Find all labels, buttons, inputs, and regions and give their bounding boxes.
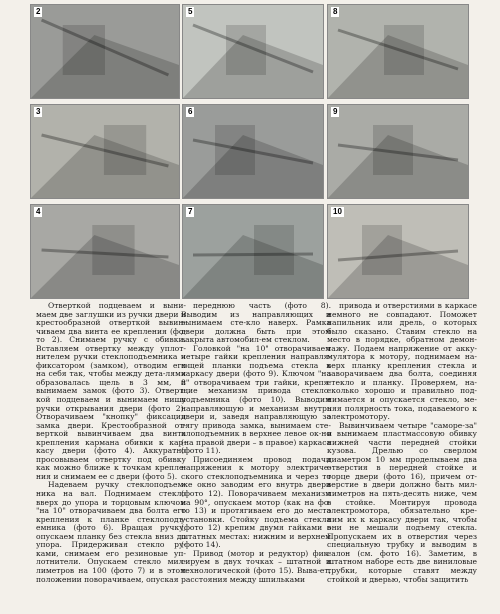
photo-6: [182, 104, 324, 199]
photo-number: 7: [188, 207, 193, 216]
paragraph: Головкой "на 10" отворачиваем четыре гайки крепления направля-ющей планки подъема стекла к каркасу двери (фото 9). Ключом "на 8" отворачиваем три гайки, крепя-щие механизм привода стекло-подъемника (фото 10). Выводим направляющую и механизм внутрь двери и, заведя направляющую за тягу привода замка, вынимаем сте-клоподъемник в верхнее левое ок-но (на правой двери – в правое) каркаса (фото 11).: [181, 343, 331, 456]
photo-10: [327, 204, 469, 299]
text-column-1: [36, 302, 186, 612]
photo-number: 5: [188, 7, 193, 16]
photo-image: [328, 205, 468, 298]
photo-number: 9: [333, 107, 338, 116]
photo-image: [31, 205, 179, 298]
photo-number: 3: [36, 107, 41, 116]
photo-7: [182, 204, 324, 299]
photo-image: [183, 105, 323, 198]
text-column-3: [327, 302, 477, 612]
paragraph: Присоединяем провод подачи напряжения к мотору электриче-ского стеклоподъемника и через то же окно заводим его внутрь двери (фото 12). Поворачиваем механизм на 90°, опускаем мотор (как на фо-то 13) и протягиваем его до места установки. Стойку подъема стекла (фото 12) крепим двумя гайками в штатных местах: нижним и верхнем (фото 14).: [181, 454, 331, 550]
photo-number: 10: [333, 207, 342, 216]
photo-image: [31, 5, 179, 98]
photo-9: [327, 104, 469, 199]
photo-3: [30, 104, 180, 199]
paragraph: переднюю часть (фото 8). Выводим из направляющих и вынимаем сте-кло наверх. Рамка двери должна быть при этом закрыта автомобил-ем стеклом.: [181, 302, 331, 345]
photo-number: 8: [333, 7, 338, 16]
paragraph: Привод (мотор и редуктор) фик-сируем в двух точках – штатной и технологической (фото 15). Выва-ет, расстояния между шпильками: [181, 548, 331, 584]
text-column-2: [181, 302, 331, 612]
photo-number: 4: [36, 207, 41, 216]
paragraph: Отверткой подцеваем и выни-маем две заглушки из ручки двери и крестообразной отверткой вывин-чиваем два винта ее крепления (фо-то 2). Снимаем ручку с обивки. Вставляем отвертку между уплот-нителем ручки стеклоподъемника и фиксатором (замком), отводим его на себя так, чтобы между дета-лями образовалась щель в 3 мм, и вынимаем замок (фото 3). Отверт-кой подцеваем и вынимаем нишу ручки открывания двери (фото 2). Отворачиваем "кнопку" фиксации замка двери. Крестообразной от-верткой вывинчиваем два винта крепления кармана обивки к кар-касу двери (фото 4). Аккуратно просовываем отвертку под обивку как можно ближе к точкам крепле-ния и снимаем ее с двери (фото 5).: [36, 302, 186, 481]
photo-image: [183, 205, 323, 298]
photo-4: [30, 204, 180, 299]
photo-2: [30, 4, 180, 99]
photo-number: 6: [188, 107, 193, 116]
photo-image: [183, 5, 323, 98]
photo-image: [328, 105, 468, 198]
paragraph: Надеваем ручку стеклоподъем-ника на вал. Поднимаем стекло вверх до упора и торцовым ключом "на 10" отворачиваем два болта его крепления к планке стеклоподъ-емника (фото 6). Вращая ручку, опускаем планку без стекла вниз до упора. Придерживая стекло ру-ками, снимаем его резиновые уп-лотнители. Опускаем стекло мил-лиметров на 100 (фото 7) и в этом положении поворачиваем, опуская: [36, 480, 186, 584]
paragraph: Вывинчиваем четыре "саморе-за" и вынимаем пластмассовую обивку нижней части передней стойки кузова. Дрелью со сверлом диаметром 10 мм проделываем два отверстия в передней стойке и торце двери (фото 16), причем от-верстие в двери должно быть мил-лиметров на пять-десять ниже, чем в стойке. Монтируя провода электромотора, обязательно кре-пим их к каркасу двери так, чтобы они не мешали подъему стекла. Пропускаем их в отверстия через специальную трубку и выводим в салон (см. фото 16). Заметим, в штатном наборе есть две виниловые трубки, которые ставят между стойкой и дверью, чтобы защитить: [327, 420, 477, 584]
photo-number: 2: [36, 7, 41, 16]
photo-image: [31, 105, 179, 198]
photo-5: [182, 4, 324, 99]
paragraph: привода и отверстиями в каркасе немного не совпадают. Поможет напильник или дрель, о которых было сказано. Ставим стекло на место в порядке, обратном демон-тажу. Подаем напряжение от акку-мулятора к мотору, поднимаем на-верх планку крепления стекла и заворачиваем два болта, соединяя стекло и планку. Проверяем, на-сколько хорошо и правильно под-нимается и опускается стекло, ме-няя полярность тока, подаваемого к электромотору.: [327, 302, 477, 422]
photo-8: [327, 4, 469, 99]
photo-image: [328, 5, 468, 98]
